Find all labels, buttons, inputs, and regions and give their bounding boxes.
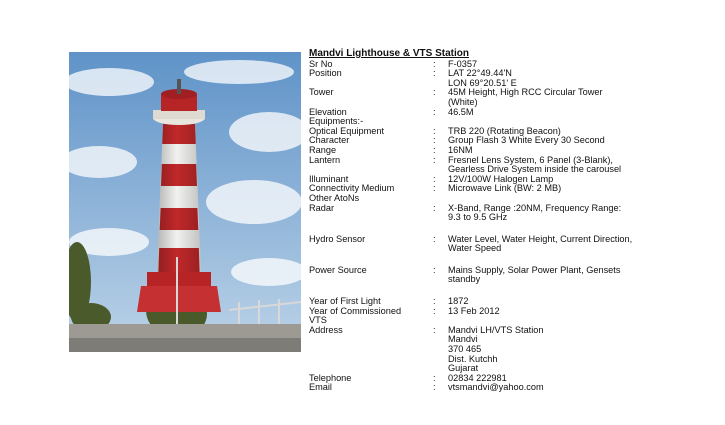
field-colon: : [433, 173, 436, 184]
field-value-line: F-0357 [448, 58, 478, 69]
info-row [309, 266, 669, 285]
field-value-line: LON 69°20.51' E [448, 77, 517, 88]
field-label: Position [309, 68, 342, 79]
field-value [448, 69, 669, 88]
field-label: Other AtoNs [309, 192, 360, 203]
field-value-line: vtsmandvi@yahoo.com [448, 382, 544, 393]
field-label: Email [309, 382, 332, 393]
info-row [309, 383, 669, 393]
info-row [309, 235, 669, 254]
field-colon: : [433, 106, 436, 117]
field-label: Elevation [309, 106, 347, 117]
field-label: Address [309, 324, 343, 335]
row-spacer [309, 223, 669, 235]
field-value-line: 02834 222981 [448, 372, 507, 383]
field-value [448, 108, 669, 118]
field-colon: : [433, 372, 436, 383]
field-label: Power Source [309, 264, 367, 275]
field-label: Hydro Sensor [309, 233, 366, 244]
field-colon: : [433, 68, 436, 79]
field-value-line: LAT 22°49.44'N [448, 68, 512, 79]
field-value [448, 266, 669, 285]
field-value-line: (White) [448, 96, 478, 107]
info-row [309, 69, 669, 88]
field-label: Year of Commissioned [309, 305, 402, 316]
field-value [448, 156, 669, 175]
field-value-line: 45M Height, High RCC Circular Tower [448, 87, 603, 98]
field-value-line: Water Speed [448, 243, 502, 254]
field-colon: : [433, 87, 436, 98]
field-value-line: Mandvi [448, 334, 478, 345]
field-label: Radar [309, 202, 335, 213]
field-colon: : [433, 58, 436, 69]
field-value [448, 204, 669, 223]
field-colon: : [433, 382, 436, 393]
field-colon: : [433, 125, 436, 136]
info-row [309, 184, 669, 194]
field-colon: : [433, 305, 436, 316]
field-colon: : [433, 264, 436, 275]
field-value-line: Microwave Link (BW: 2 MB) [448, 183, 562, 194]
lighthouse-photo [69, 52, 301, 352]
field-value-line: Dist. Kutchh [448, 353, 498, 364]
field-colon: : [433, 296, 436, 307]
field-value [448, 136, 669, 146]
field-value-line: 1872 [448, 296, 469, 307]
field-value-line: Fresnel Lens System, 6 Panel (3-Blank), [448, 154, 613, 165]
field-value-line: Mains Supply, Solar Power Plant, Gensets [448, 264, 621, 275]
field-label: Range [309, 144, 337, 155]
field-colon: : [433, 233, 436, 244]
info-row [309, 156, 669, 175]
field-value-line: Mandvi LH/VTS Station [448, 324, 544, 335]
field-value-line: standby [448, 274, 481, 285]
field-label: Sr No [309, 58, 333, 69]
field-value-line: 9.3 to 9.5 GHz [448, 212, 508, 223]
info-row [309, 88, 669, 107]
field-label: VTS [309, 315, 327, 326]
info-row [309, 108, 669, 118]
field-label: Lantern [309, 154, 341, 165]
field-label: Tower [309, 87, 334, 98]
field-colon: : [433, 202, 436, 213]
field-colon: : [433, 183, 436, 194]
info-row [309, 326, 669, 374]
field-value-line: Water Level, Water Height, Current Direction, [448, 233, 633, 244]
field-colon: : [433, 135, 436, 146]
info-row [309, 204, 669, 223]
field-colon: : [433, 144, 436, 155]
field-value [448, 184, 669, 194]
field-value-line: 13 Feb 2012 [448, 305, 500, 316]
field-label: Optical Equipment [309, 125, 385, 136]
field-label: Character [309, 135, 350, 146]
station-title: Mandvi Lighthouse & VTS Station [309, 48, 469, 59]
field-colon: : [433, 324, 436, 335]
field-value [448, 88, 669, 107]
field-value-line: TRB 220 (Rotating Beacon) [448, 125, 561, 136]
field-value-line: 16NM [448, 144, 473, 155]
field-label: Telephone [309, 372, 352, 383]
field-value [448, 235, 669, 254]
field-value-line: 12V/100W Halogen Lamp [448, 173, 554, 184]
field-value-line: X-Band, Range :20NM, Frequency Range: [448, 202, 622, 213]
field-value [448, 326, 669, 374]
field-value [448, 307, 669, 317]
field-value-line: 46.5M [448, 106, 474, 117]
field-value-line: Gujarat [448, 363, 479, 374]
field-colon: : [433, 154, 436, 165]
info-row [309, 307, 669, 317]
station-info [309, 49, 669, 393]
field-label: Equipments:- [309, 116, 364, 127]
field-value-line: Gearless Drive System inside the carousel [448, 164, 622, 175]
field-label: Connectivity Medium [309, 183, 395, 194]
field-value-line: Group Flash 3 White Every 30 Second [448, 135, 605, 146]
info-row [309, 136, 669, 146]
field-label: Illuminant [309, 173, 349, 184]
field-value-line: 370 465 [448, 344, 482, 355]
field-value [448, 383, 669, 393]
field-label: Year of First Light [309, 296, 381, 307]
